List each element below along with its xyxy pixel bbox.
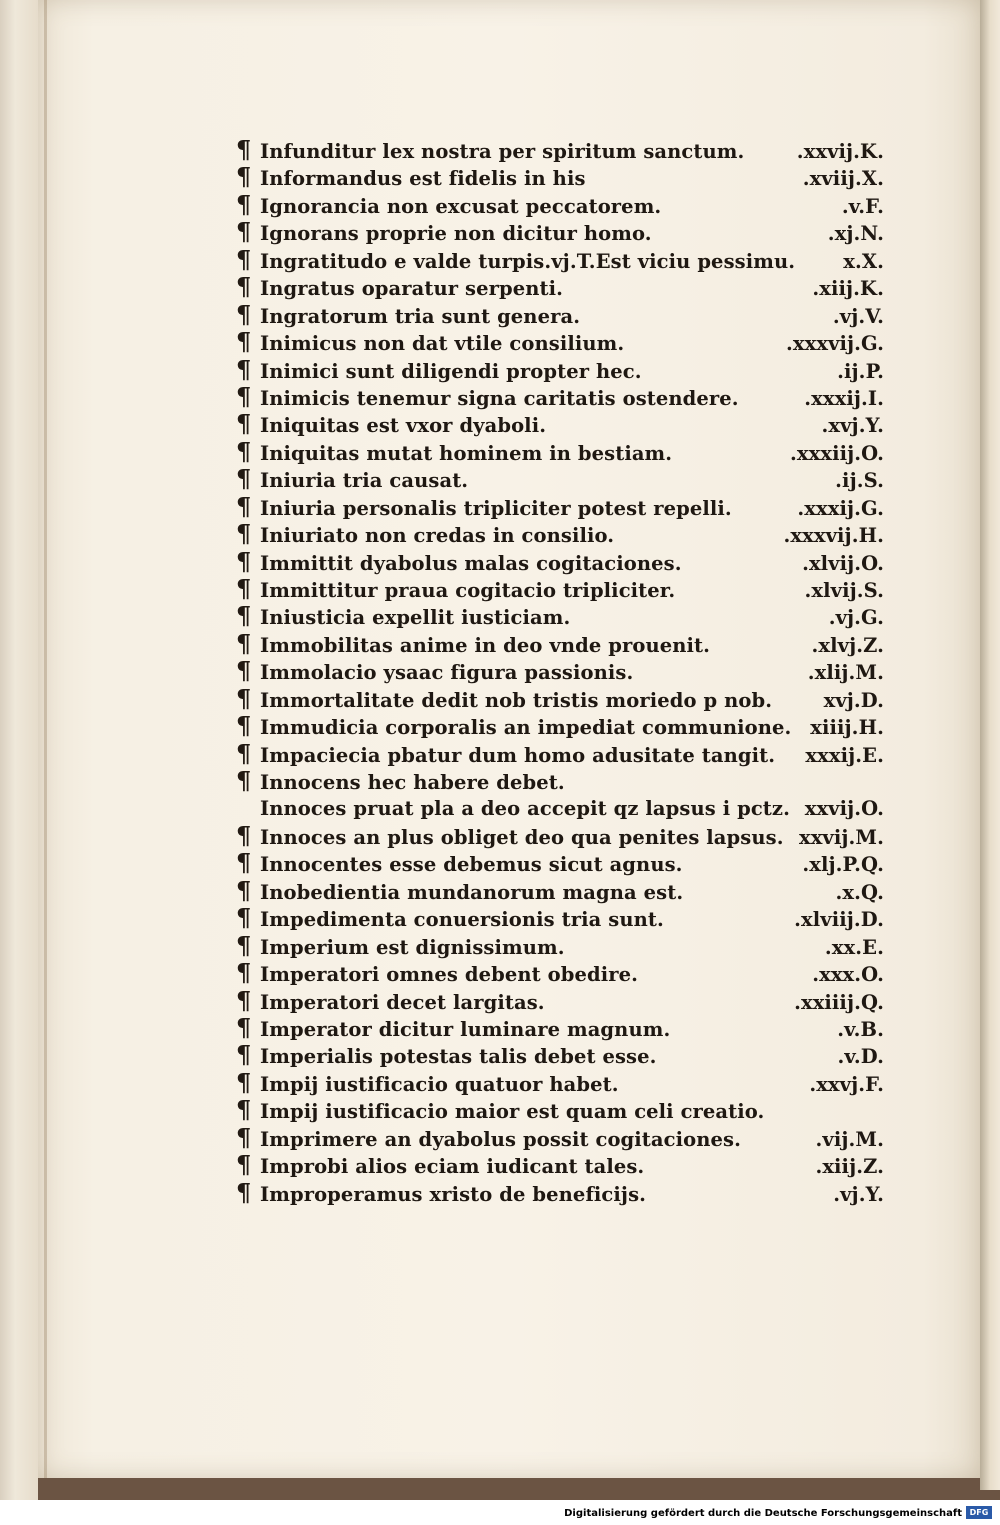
entry-reference: .x.Q. (835, 880, 884, 904)
pilcrow-mark: ¶ (236, 135, 252, 164)
index-entry (236, 738, 884, 769)
index-entry (236, 601, 884, 631)
pilcrow-mark: ¶ (236, 766, 252, 796)
entry-heading: Informandus est fidelis in his (260, 167, 586, 191)
index-entry (236, 381, 884, 412)
entry-heading: Impij iustificacio quatuor habet. (260, 1072, 619, 1096)
index-entry (236, 244, 884, 275)
index-entry (236, 546, 884, 577)
pilcrow-mark: ¶ (236, 958, 252, 988)
entry-reference: .v.D. (837, 1045, 884, 1069)
index-entry (236, 272, 884, 302)
pilcrow-mark: ¶ (236, 1067, 252, 1097)
index-entry (236, 985, 884, 1016)
entry-heading: Innocens hec habere debet. (260, 771, 565, 795)
entry-heading: Inobedientia mundanorum magna est. (260, 880, 684, 904)
entry-heading: Immittitur praua cogitacio tripliciter. (260, 579, 676, 602)
dfg-logo: DFG (966, 1506, 992, 1519)
entry-reference: .xxxvij.G. (786, 332, 884, 356)
pilcrow-mark: ¶ (236, 628, 252, 658)
entry-reference: xxvij.O. (804, 796, 884, 820)
index-entry (236, 409, 884, 439)
entry-heading: Iniuria personalis tripliciter potest repelli. (260, 496, 732, 520)
pilcrow-mark: ¶ (236, 189, 252, 219)
entry-heading: Ignorancia non excusat peccatorem. (260, 194, 662, 218)
index-entry (236, 1040, 884, 1070)
index-entry (236, 903, 884, 933)
entry-reference: .xlij.M. (807, 661, 884, 685)
index-entry (236, 711, 884, 741)
entry-heading: Ingratorum tria sunt genera. (260, 304, 581, 328)
entry-reference: .xlvij.S. (804, 579, 884, 602)
entry-reference: .xxxij.I. (804, 386, 884, 410)
index-entry (236, 189, 884, 220)
pilcrow-mark: ¶ (236, 903, 252, 933)
entry-reference: .xvj.Y. (821, 414, 884, 438)
index-entry (236, 683, 884, 714)
entry-heading: Iniquitas est vxor dyaboli. (260, 414, 547, 438)
pilcrow-mark: ¶ (236, 683, 252, 713)
entry-reference: .xj.N. (827, 222, 884, 246)
entry-reference: .xiij.K. (812, 277, 884, 301)
index-entry (236, 1150, 884, 1180)
entry-reference: .ij.S. (835, 469, 884, 493)
entry-heading: Imperator dicitur luminare magnum. (260, 1018, 671, 1041)
entry-reference: .xxvj.F. (809, 1072, 884, 1096)
pilcrow-mark: ¶ (236, 1040, 252, 1070)
pilcrow-mark: ¶ (236, 354, 252, 384)
entry-heading: Innocentes esse debemus sicut agnus. (260, 853, 683, 877)
entry-heading: Inimicis tenemur signa caritatis ostendere. (260, 386, 739, 410)
pilcrow-mark: ¶ (236, 574, 252, 603)
entry-heading: Imprimere an dyabolus possit cogitaciones. (260, 1127, 741, 1151)
entry-reference: .xlviij.D. (794, 908, 884, 932)
pilcrow-mark: ¶ (236, 1177, 252, 1207)
page-gutter (44, 0, 47, 1478)
entry-heading: Improbi alios eciam iudicant tales. (260, 1155, 645, 1179)
entry-reference: xxxij.E. (805, 743, 884, 767)
index-entry (236, 135, 884, 165)
index-entry (236, 1095, 884, 1125)
pilcrow-mark: ¶ (236, 244, 252, 274)
entry-reference: .xx.E. (824, 935, 884, 959)
index-entry (236, 299, 884, 330)
index-entry (236, 1177, 884, 1208)
entry-reference: .xlvij.O. (802, 551, 884, 575)
entry-heading: Innoces an plus obliget deo qua penites lapsus. (260, 825, 784, 849)
pilcrow-mark: ¶ (236, 299, 252, 329)
pilcrow-mark: ¶ (236, 436, 252, 466)
index-entry (236, 519, 884, 549)
pilcrow-mark: ¶ (236, 327, 252, 357)
pilcrow-mark: ¶ (236, 546, 252, 576)
entry-heading: Impij iustificacio maior est quam celi creatio. (260, 1100, 765, 1124)
entry-heading: Immittit dyabolus malas cogitaciones. (260, 551, 682, 575)
index-entry (236, 1013, 884, 1043)
index-entry (236, 930, 884, 961)
entry-heading: Imperium est dignissimum. (260, 935, 565, 959)
index-list (236, 135, 884, 1208)
entry-heading: Imperatori decet largitas. (260, 990, 545, 1014)
entry-reference: xvj.D. (823, 688, 884, 712)
pilcrow-mark: ¶ (236, 985, 252, 1015)
pilcrow-mark: ¶ (236, 820, 252, 850)
entry-heading: Ingratitudo e valde turpis.vj.T.Est viciu pessimu. (260, 249, 796, 273)
index-entry (236, 327, 884, 357)
pilcrow-mark: ¶ (236, 409, 252, 439)
entry-reference: .v.F. (841, 194, 884, 218)
pilcrow-mark: ¶ (236, 217, 252, 247)
index-entry (236, 1122, 884, 1153)
pilcrow-mark: ¶ (236, 875, 252, 905)
pilcrow-mark: ¶ (236, 601, 252, 631)
pilcrow-mark: ¶ (236, 738, 252, 768)
entry-heading: Immortalitate dedit nob tristis moriedo p nob. (260, 688, 773, 712)
entry-heading: Imperatori omnes debent obedire. (260, 963, 638, 987)
entry-reference: .xxxij.G. (797, 496, 884, 520)
entry-heading: Iniusticia expellit iusticiam. (260, 606, 571, 630)
index-entry (236, 656, 884, 686)
index-entry (236, 354, 884, 385)
entry-heading: Innoces pruat pla a deo accepit qz lapsus i pctz. (260, 796, 790, 820)
index-entry (236, 875, 884, 906)
pilcrow-mark: ¶ (236, 1013, 252, 1042)
index-entry (236, 162, 884, 192)
entry-heading: Immudicia corporalis an impediat communione. (260, 716, 792, 740)
index-entry (236, 464, 884, 494)
entry-heading: Iniquitas mutat hominem in bestiam. (260, 441, 673, 465)
pilcrow-mark: ¶ (236, 491, 252, 521)
index-entry (236, 574, 884, 604)
entry-heading: Impaciecia pbatur dum homo adusitate tangit. (260, 743, 776, 767)
index-entry (236, 820, 884, 851)
entry-reference: .xlj.P.Q. (802, 853, 884, 877)
index-entry (236, 1067, 884, 1098)
footer-credit: Digitalisierung gefördert durch die Deutsche Forschungsgemeinschaft (564, 1508, 962, 1519)
entry-reference: .xxxiij.O. (790, 441, 884, 465)
entry-heading: Imperialis potestas talis debet esse. (260, 1045, 657, 1069)
entry-reference: .vj.V. (832, 304, 884, 328)
pilcrow-mark: ¶ (236, 272, 252, 302)
entry-reference: .vij.M. (815, 1127, 884, 1151)
entry-reference: .xxiiij.Q. (794, 990, 884, 1014)
pilcrow-mark: ¶ (236, 1095, 252, 1125)
index-entry (236, 491, 884, 522)
entry-heading: Impedimenta conuersionis tria sunt. (260, 908, 664, 932)
pilcrow-mark: ¶ (236, 381, 252, 411)
book-edge-left (0, 0, 38, 1500)
pilcrow-mark: ¶ (236, 1122, 252, 1152)
pilcrow-mark: ¶ (236, 1150, 252, 1180)
entry-reference: .xviij.X. (802, 167, 884, 191)
pilcrow-mark: ¶ (236, 656, 252, 686)
entry-heading: Ignorans proprie non dicitur homo. (260, 222, 652, 246)
entry-heading: Iniuria tria causat. (260, 469, 469, 493)
entry-heading: Iniuriato non credas in consilio. (260, 524, 615, 548)
entry-heading: Immobilitas anime in deo vnde prouenit. (260, 633, 711, 657)
footer-bar (0, 1500, 1000, 1525)
index-entry (236, 797, 884, 824)
index-entry (236, 848, 884, 878)
pilcrow-mark: ¶ (236, 711, 252, 741)
entry-heading: Inimici sunt diligendi propter hec. (260, 359, 642, 383)
index-entry (236, 217, 884, 247)
entry-reference: .vj.G. (828, 606, 884, 630)
entry-reference: xxvij.M. (798, 825, 884, 849)
entry-reference: .ij.P. (837, 359, 884, 383)
pilcrow-mark: ¶ (236, 848, 252, 878)
pilcrow-mark: ¶ (236, 519, 252, 549)
entry-reference: .xxvij.K. (796, 140, 884, 163)
index-entry (236, 436, 884, 467)
book-edge-right (980, 0, 1000, 1490)
pilcrow-mark: ¶ (236, 162, 252, 192)
entry-reference: .xiij.Z. (815, 1155, 884, 1179)
index-entry (236, 628, 884, 659)
entry-reference: x.X. (843, 249, 884, 273)
entry-reference: .vj.Y. (833, 1182, 884, 1206)
entry-heading: Ingratus oparatur serpenti. (260, 277, 564, 301)
entry-heading: Immolacio ysaac figura passionis. (260, 661, 634, 685)
index-entry (236, 766, 884, 796)
pilcrow-mark: ¶ (236, 930, 252, 960)
entry-reference: .xxxvij.H. (783, 524, 884, 548)
entry-heading: Improperamus xristo de beneficijs. (260, 1182, 647, 1206)
entry-reference: xiiij.H. (810, 716, 884, 740)
entry-reference: .xlvj.Z. (811, 633, 884, 657)
pilcrow-mark: ¶ (236, 464, 252, 494)
entry-reference: .v.B. (837, 1018, 884, 1041)
entry-heading: Infunditur lex nostra per spiritum sanctum. (260, 140, 745, 163)
entry-reference: .xxx.O. (812, 963, 884, 987)
entry-heading: Inimicus non dat vtile consilium. (260, 332, 625, 356)
index-entry (236, 958, 884, 988)
